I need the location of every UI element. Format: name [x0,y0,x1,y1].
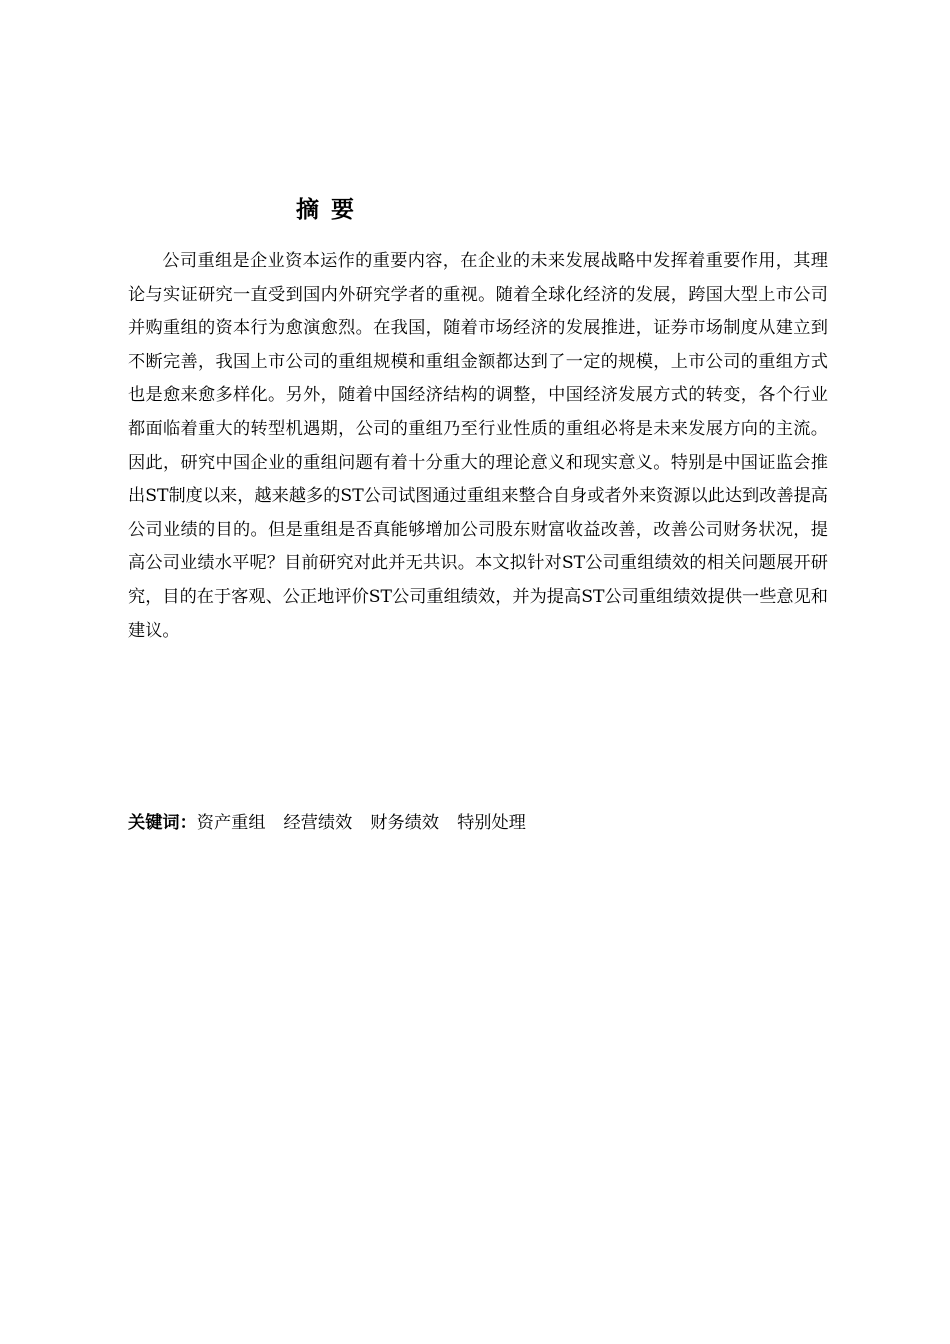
keyword-item: 经营绩效 [283,813,353,833]
keyword-item: 财务绩效 [370,813,440,833]
keywords-line [128,808,526,838]
abstract-body: 公司重组是企业资本运作的重要内容，在企业的未来发展战略中发挥着重要作用，其理论与实证研究一直受到国内外研究学者的重视。随着全球化经济的发展，跨国大型上市公司并购重组的资本行为愈演愈烈。在我国，随着市场经济的发展推进，证券市场制度从建立到不断完善，我国上市公司的重组规模和重组金额都达到了一定的规模，上市公司的重组方式也是愈来愈多样化。另外，随着中国经济结构的调整，中国经济发展方式的转变，各个行业都面临着重大的转型机遇期，公司的重组乃至行业性质的重组必将是未来发展方向的主流。因此，研究中国企业的重组问题有着十分重大的理论意义和现实意义。特别是中国证监会推出ST制度以来，越来越多的ST公司试图通过重组来整合自身或者外来资源以此达到改善提高公司业绩的目的。但是重组是否真能够增加公司股东财富收益改善，改善公司财务状况，提高公司业绩水平呢？目前研究对此并无共识。本文拟针对ST公司重组绩效的相关问题展开研究，目的在于客观、公正地评价ST公司重组绩效，并为提高ST公司重组绩效提供一些意见和建议。 [128,251,828,641]
keyword-item: 特别处理 [457,813,526,833]
keywords-label: 关键词： [128,813,197,833]
keyword-item: 资产重组 [196,813,266,833]
abstract-title: 摘 要 [296,197,357,223]
